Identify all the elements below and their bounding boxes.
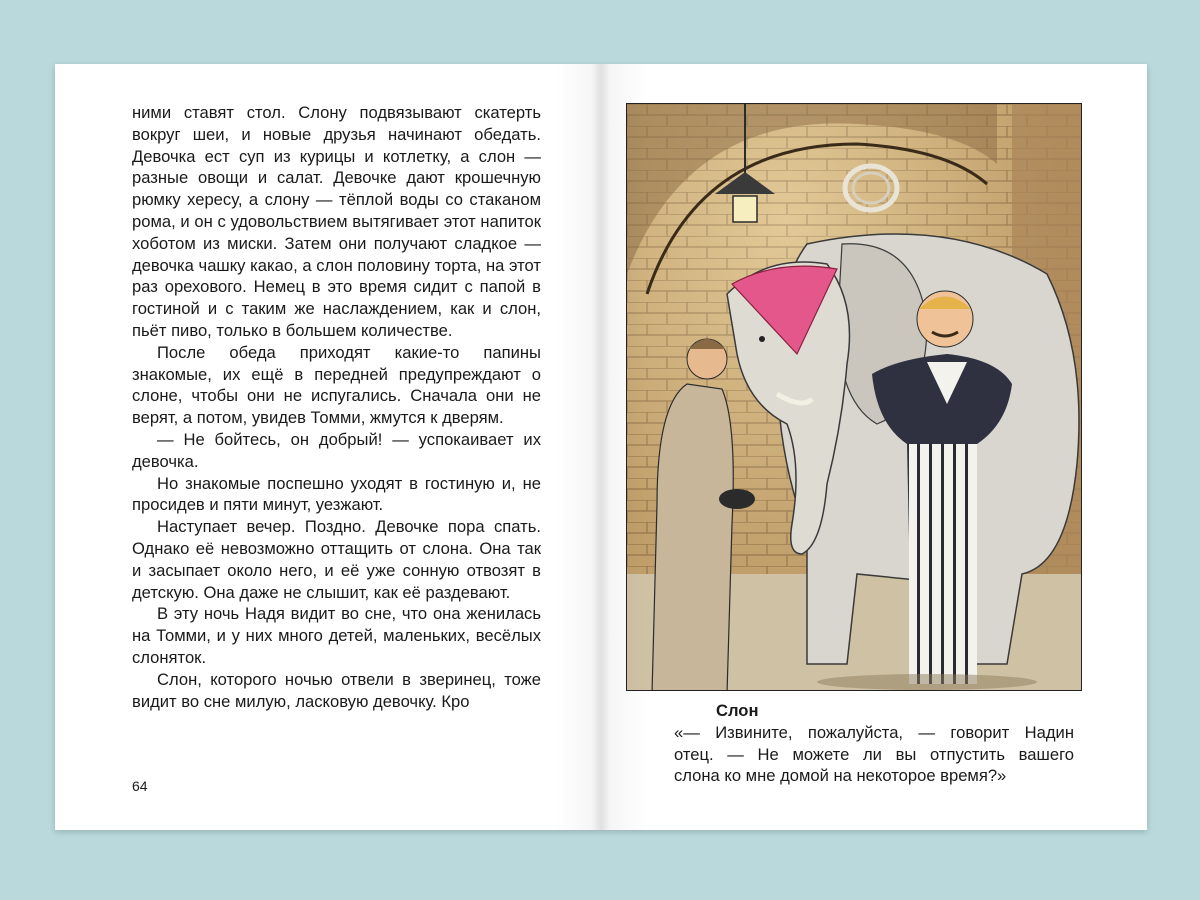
caption-text xyxy=(674,722,1074,787)
paragraph: Но знакомые поспешно уходят в гостиную и, не просидев и пяти минут, уезжают. xyxy=(132,473,541,515)
caption-line: слона ко мне домой на некоторое время?» xyxy=(674,766,1007,786)
illustration xyxy=(626,103,1082,691)
story-text xyxy=(132,102,541,712)
paragraph: Слон, которого ночью отвели в зверинец, тоже видит во сне милую, ласковую девочку. Кро xyxy=(132,669,541,711)
illustration-caption xyxy=(674,700,1074,787)
paragraph: В эту ночь Надя видит во сне, что она женилась на Томми, и у них много детей, маленьких, весёлых слоняток. xyxy=(132,604,541,667)
caption-line: «— Извините, пожалуйста, — говорит Надин xyxy=(674,722,1074,742)
book-spread xyxy=(55,64,1147,830)
left-page xyxy=(55,64,601,830)
paragraph: Наступает вечер. Поздно. Девочке пора спать. Однако её невозможно оттащить от слона. Она так и засыпает около него, и её уже сонную отвозят в детскую. Она даже не слышит, как её раздевают. xyxy=(132,517,541,602)
elephant-illustration xyxy=(627,104,1081,690)
paragraph: — Не бойтесь, он добрый! — успокаивает их девочка. xyxy=(132,429,541,471)
caption-title: Слон xyxy=(716,701,759,720)
paragraph: ними ставят стол. Слону подвязывают скатерть вокруг шеи, и новые друзья начинают обедать. Девочка ест суп из курицы и котлетку, а слон — разные овощи и салат. Девочке дают крошечную рюмку хересу, а слону — тёплой воды со стаканом рома, и он с удовольствием вытягивает этот напиток хоботом из миски. Затем они получают сладкое — девочка чашку какао, а слон половину торта, на этот раз орехового. Немец в это время сидит с папой в гостиной и с таким же наслаждением, как и слон, пьёт пиво, только в большем количестве. xyxy=(132,103,541,340)
caption-line: отец. — Не можете ли вы отпустить вашего xyxy=(674,744,1074,764)
paragraph: После обеда приходят какие-то папины знакомые, их ещё в передней предупреждают о слоне, чтобы они не испугались. Сначала они не верят, а потом, увидев Томми, жмутся к дверям. xyxy=(132,342,541,428)
right-page xyxy=(601,64,1147,830)
page-number: 64 xyxy=(132,778,148,794)
